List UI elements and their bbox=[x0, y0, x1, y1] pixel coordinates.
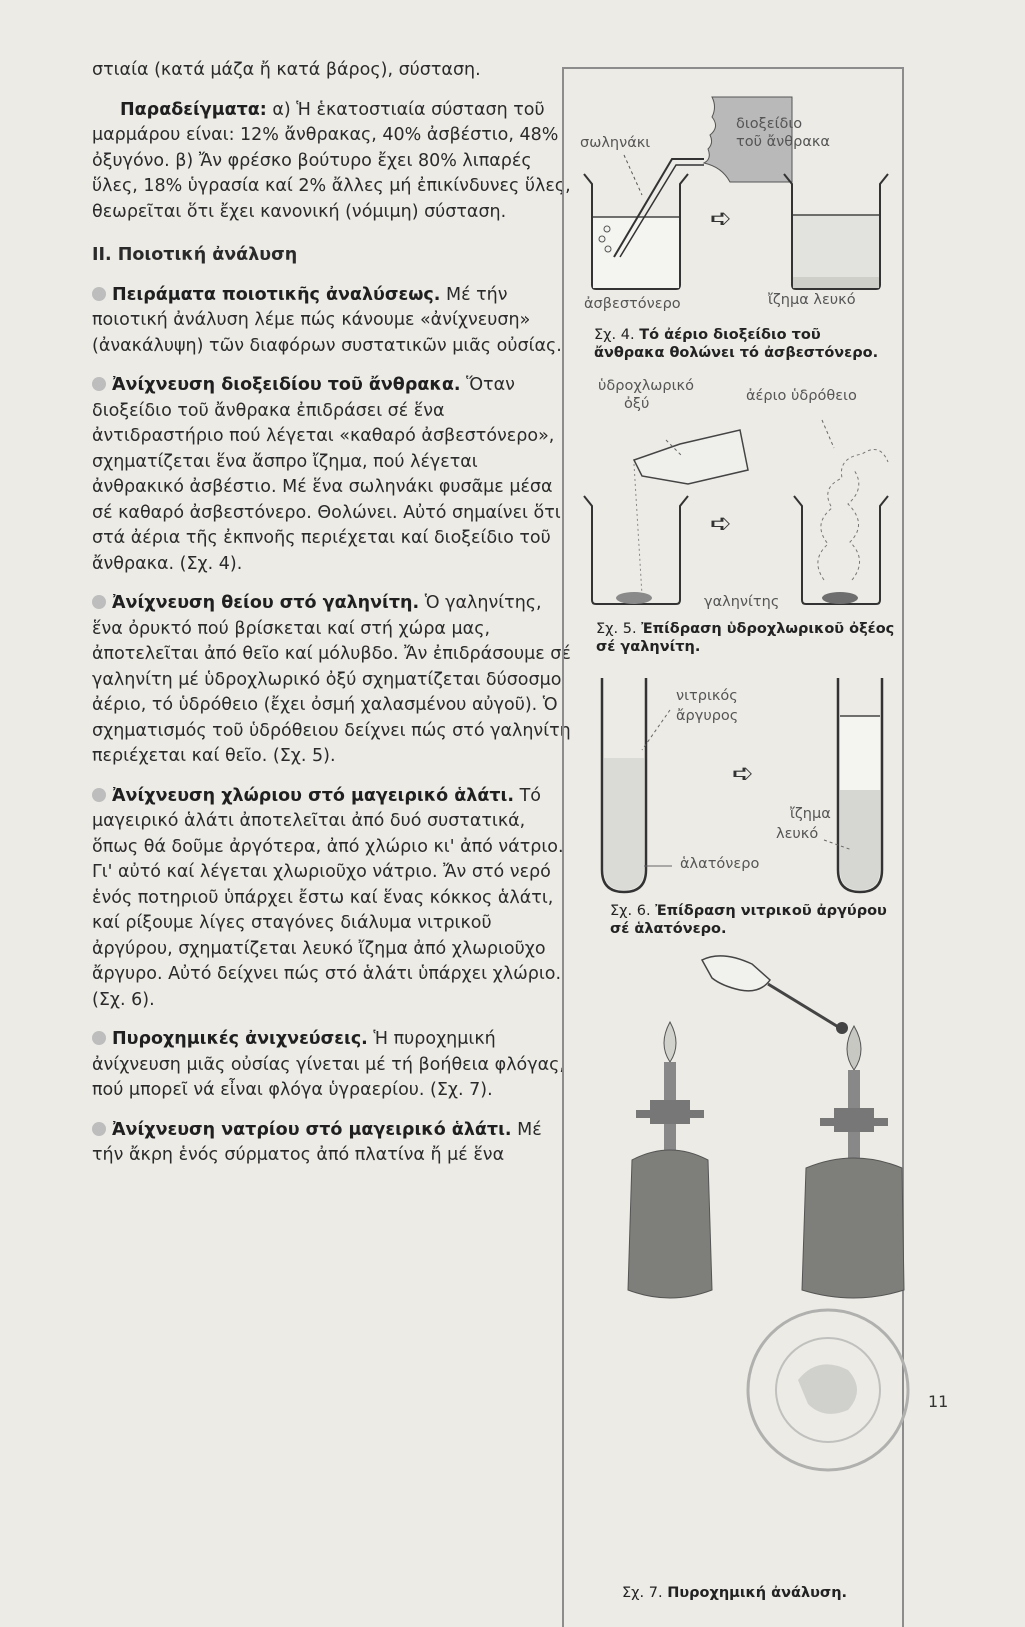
paragraph-co2 bbox=[92, 373, 572, 577]
fig6-caption bbox=[610, 902, 910, 938]
paragraph-sodium bbox=[92, 1118, 572, 1169]
fig5-caption-text: Ἐπίδραση ὑδροχλωρικοῦ ὀξέος σέ γαληνίτη. bbox=[596, 621, 895, 655]
fig5-drawing bbox=[562, 400, 904, 620]
fig6-label-agno3-1: νιτρικός bbox=[676, 688, 738, 704]
fig6-label-saltwater: ἁλατόνερο bbox=[680, 856, 760, 872]
pyrochemical-body: Ἡ πυροχημική ἀνίχνευση μιᾶς οὐσίας γίνεται μέ τή βοήθεια φλόγας, πού μπορεῖ νά εἶναι φλόγα ὑγραερίου. (Σχ. 7). bbox=[92, 1029, 565, 1100]
svg-text:➪: ➪ bbox=[710, 204, 732, 234]
fig6-label-precip-2: λευκό bbox=[776, 826, 819, 842]
fig7-caption-text: Πυροχημική ἀνάλυση. bbox=[667, 1585, 848, 1601]
bullet-icon bbox=[92, 788, 106, 802]
fig4-caption-num: Σχ. 4. bbox=[594, 327, 635, 343]
fig4-label-limewater: ἀσβεστόνερο bbox=[584, 296, 681, 312]
paragraph-qualitative bbox=[92, 283, 572, 360]
svg-text:➪: ➪ bbox=[710, 509, 732, 539]
sodium-heading: Ἀνίχνευση νατρίου στό μαγειρικό ἁλάτι. bbox=[112, 1119, 512, 1140]
qualitative-heading: Πειράματα ποιοτικῆς ἀναλύσεως. bbox=[112, 284, 441, 305]
chlorine-heading: Ἀνίχνευση χλώριου στό μαγειρικό ἁλάτι. bbox=[112, 785, 515, 806]
fig7-caption-num: Σχ. 7. bbox=[622, 1585, 663, 1601]
bullet-icon bbox=[92, 595, 106, 609]
text-column bbox=[92, 58, 572, 1183]
fig5-label-hcl-2: ὀξύ bbox=[624, 396, 650, 412]
fig4-label-precipitate: ἴζημα λευκό bbox=[768, 292, 856, 308]
paragraph-pyrochemical bbox=[92, 1027, 572, 1104]
bullet-icon bbox=[92, 1031, 106, 1045]
fig4-caption bbox=[594, 326, 894, 362]
bullet-icon bbox=[92, 377, 106, 391]
fig6-label-precip-1: ἴζημα bbox=[790, 806, 831, 822]
paragraph-examples bbox=[92, 98, 572, 226]
fig7-caption bbox=[622, 1584, 922, 1602]
bullet-icon bbox=[92, 1122, 106, 1136]
bullet-icon bbox=[92, 287, 106, 301]
chlorine-body: Τό μαγειρικό ἁλάτι ἀποτελεῖται ἀπό δυό συστατικά, ὅπως θά δοῦμε ἀργότερα, ἀπό χλώριο κι' ἀπό νάτριο. Γι' αὐτό καί λέγεται χλωριοῦχο νάτριο. Ἄν στό νερό ἑνός ποτηριοῦ ὑπάρχει ἔστω καί ἕνας κόκκος ἁλάτι, καί ρίξουμε λίγες σταγόνες διάλυμα νιτρικοῦ ἀργύρου, σχηματίζεται λευκό ἴζημα ἀπό χλωριοῦχο ἄργυρο. Αὐτό δείχνει πώς στό ἁλάτι ὑπάρχει χλώριο. (Σχ. 6). bbox=[92, 785, 564, 1010]
qualitative-body: Μέ τήν ποιοτική ἀνάλυση λέμε πώς κάνουμε «ἀνίχνευση» (ἀνακάλυψη) τῶν διαφόρων συστατικῶν μιᾶς οὐσίας. bbox=[92, 284, 562, 356]
page-number: 11 bbox=[928, 1392, 949, 1411]
examples-heading: Παραδείγματα: bbox=[120, 99, 267, 120]
co2-body: Ὅταν διοξείδιο τοῦ ἄνθρακα ἐπιδράσει σέ ἕνα ἀντιδραστήριο πού λέγεται «καθαρό ἀσβεστόνερο», σχηματίζεται ἕνα ἄσπρο ἴζημα, πού λέγεται ἀνθρακικό ἀσβέστιο. Μέ ἕνα σωληνάκι φυσᾶμε μέσα σέ καθαρό ἀσβεστόνερο. Θολώνει. Αὐτό σημαίνει ὅτι στά ἀέρια τῆς ἐκπνοῆς περιέχεται καί διοξείδιο τοῦ ἄνθρακα. (Σχ. 4). bbox=[92, 375, 561, 574]
svg-text:➪: ➪ bbox=[732, 759, 754, 789]
sodium-body: Μέ τήν ἄκρη ἑνός σύρματος ἀπό πλατίνα ἤ μέ ἕνα bbox=[92, 1119, 542, 1165]
section-heading: II. Ποιοτική ἀνάλυση bbox=[92, 245, 298, 265]
examples-body: α) Ἡ ἑκατοστιαία σύσταση τοῦ μαρμάρου είναι: 12% ἄνθρακας, 40% ἀσβέστιο, 48% ὀξυγόνο. β) Ἄν φρέσκο βούτυρο ἔχει 80% λιπαρές ὕλες, 18% ὑγρασία καί 2% ἄλλες μή ἐπικίνδυνες ὕλες, θεωρεῖται ὅτι ἔχει κανονική (νόμιμη) σύσταση. bbox=[92, 99, 571, 222]
sulfur-heading: Ἀνίχνευση θείου στό γαληνίτη. bbox=[112, 593, 420, 613]
paragraph-chlorine bbox=[92, 784, 572, 1014]
fig4-label-co2-2: τοῦ ἄνθρακα bbox=[736, 134, 830, 150]
co2-heading: Ἀνίχνευση διοξειδίου τοῦ ἄνθρακα. bbox=[112, 375, 461, 395]
fig5-label-hcl-1: ὑδροχλωρικό bbox=[598, 378, 694, 394]
sulfur-body: Ὁ γαληνίτης, ἕνα ὀρυκτό πού βρίσκεται καί στή χώρα μας, ἀποτελεῖται ἀπό θεῖο καί μόλυβδο. Ἄν ἐπιδράσουμε σέ γαληνίτη μέ ὑδροχλωρικό ὀξύ σχηματίζεται δύσοσμο ἀέριο, τό ὑδρόθειο (ἔχει ὀσμή χαλασμένου αὐγοῦ). Ὁ σχηματισμός τοῦ ὑδρόθειου δείχνει πώς στό γαληνίτη περιέχεται καί θεῖο. (Σχ. 5). bbox=[92, 593, 571, 766]
fig6-caption-text: Ἐπίδραση νιτρικοῦ ἀργύρου σέ ἁλατόνερο. bbox=[610, 903, 887, 937]
fig6-caption-num: Σχ. 6. bbox=[610, 903, 651, 919]
fig4-label-co2-1: διοξείδιο bbox=[736, 116, 803, 132]
fig5-label-galena: γαληνίτης bbox=[704, 594, 780, 610]
fig6-label-agno3-2: ἄργυρος bbox=[676, 708, 739, 724]
pyrochemical-heading: Πυροχημικές ἀνιχνεύσεις. bbox=[112, 1029, 368, 1049]
fig4-drawing bbox=[562, 67, 904, 327]
fig5-label-h2s: ἀέριο ὑδρόθειο bbox=[746, 388, 857, 404]
fig5-caption-num: Σχ. 5. bbox=[596, 621, 637, 637]
library-stamp bbox=[738, 1300, 918, 1480]
paragraph-sulfur bbox=[92, 591, 572, 770]
paragraph-intro: στιαία (κατά μάζα ἤ κατά βάρος), σύσταση. bbox=[92, 60, 481, 80]
fig5-caption bbox=[596, 620, 896, 656]
fig4-label-straw: σωληνάκι bbox=[580, 135, 651, 151]
fig4-caption-text: Τό ἀέριο διοξείδιο τοῦ ἄνθρακα θολώνει τό ἀσβεστόνερο. bbox=[594, 327, 879, 361]
